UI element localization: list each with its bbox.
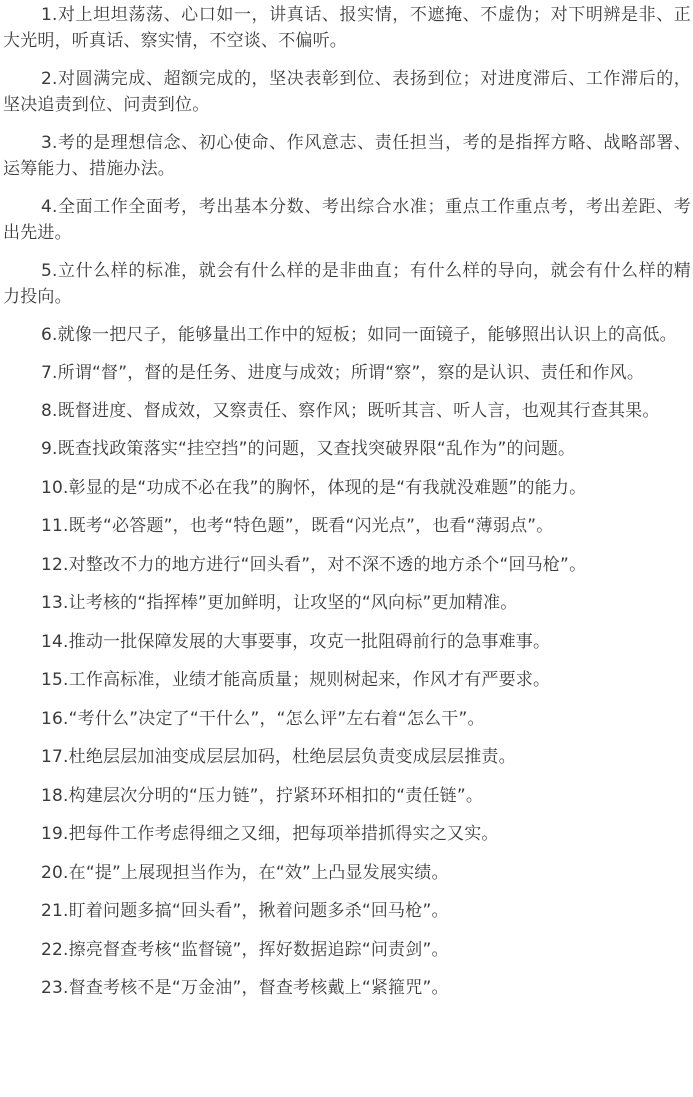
paragraph-15: 15.工作高标准，业绩才能高质量；规则树起来，作风才有严要求。 <box>41 670 551 690</box>
paragraph-11: 11.既考“必答题”，也考“特色题”，既看“闪光点”，也看“薄弱点”。 <box>41 516 554 536</box>
paragraph-7: 7.所谓“督”，督的是任务、进度与成效；所谓“察”，察的是认识、责任和作风。 <box>41 363 645 383</box>
paragraph-8: 8.既督进度、督成效，又察责任、察作风；既听其言、听人言，也观其行查其果。 <box>41 401 660 421</box>
paragraph-1: 1.对上坦坦荡荡、心口如一，讲真话、报实情，不遮掩、不虚伪；对下明辨是非、正大光明，听真话、察实情，不空谈、不偏听。 <box>3 5 691 51</box>
paragraph-19: 19.把每件工作考虑得细之又细，把每项举措抓得实之又实。 <box>41 824 499 844</box>
paragraph-10: 10.彰显的是“功成不必在我”的胸怀，体现的是“有我就没难题”的能力。 <box>41 477 587 498</box>
paragraph-2: 2.对圆满完成、超额完成的，坚决表彰到位、表扬到位；对进度滞后、工作滞后的，坚决追责到位、问责到位。 <box>3 69 691 115</box>
paragraph-20: 20.在“提”上展现担当作为，在“效”上凸显发展实绩。 <box>41 862 449 883</box>
paragraph-3: 3.考的是理想信念、初心使命、作风意志、责任担当，考的是指挥方略、战略部署、运筹能力、措施办法。 <box>3 133 691 179</box>
paragraph-21: 21.盯着问题多搞“回头看”，揪着问题多杀“回马枪”。 <box>41 901 449 921</box>
paragraph-4: 4.全面工作全面考，考出基本分数、考出综合水准；重点工作重点考，考出差距、考出先进。 <box>3 197 691 243</box>
paragraph-9: 9.既查找政策落实“挂空挡”的问题，又查找突破界限“乱作为”的问题。 <box>41 439 576 459</box>
paragraph-12: 12.对整改不力的地方进行“回头看”，对不深不透的地方杀个“回马枪”。 <box>41 554 587 575</box>
paragraph-13: 13.让考核的“指挥棒”更加鲜明，让攻坚的“风向标”更加精准。 <box>41 593 518 613</box>
paragraph-17: 17.杜绝层层加油变成层层加码，杜绝层层负责变成层层推责。 <box>41 747 516 767</box>
paragraph-14: 14.推动一批保障发展的大事要事，攻克一批阻碍前行的急事难事。 <box>41 631 551 652</box>
paragraph-5: 5.立什么样的标准，就会有什么样的是非曲直；有什么样的导向，就会有什么样的精力投向。 <box>3 261 691 307</box>
paragraph-23: 23.督查考核不是“万金油”，督查考核戴上“紧箍咒”。 <box>41 978 449 998</box>
paragraph-6: 6.就像一把尺子，能够量出工作中的短板；如同一面镜子，能够照出认识上的高低。 <box>41 325 677 345</box>
paragraph-22: 22.擦亮督查考核“监督镜”，挥好数据追踪“问责剑”。 <box>41 939 449 960</box>
paragraph-16: 16.“考什么”决定了“干什么”，“怎么评”左右着“怎么干”。 <box>41 708 485 729</box>
paragraph-18: 18.构建层次分明的“压力链”，拧紧环环相扣的“责任链”。 <box>41 785 484 806</box>
